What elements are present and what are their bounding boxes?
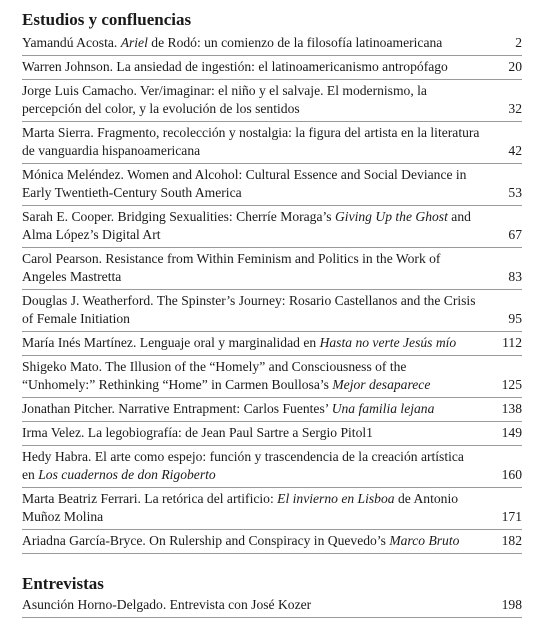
entry-list	[22, 594, 522, 618]
page-number: 138	[501, 401, 522, 416]
entry-title-italic: Giving Up the Ghost	[334, 209, 448, 224]
entry-text-part: Douglas J. Weatherford. The Spinster’s Journey: Rosario Castellanos and the Crisis of Female Initiation	[22, 293, 476, 326]
toc-entry	[22, 398, 522, 422]
toc-entry	[22, 356, 522, 398]
page-number: 32	[508, 101, 522, 116]
page-number: 83	[508, 269, 522, 284]
page-number: 160	[501, 467, 522, 482]
entry-title-italic: Mejor desaparece	[332, 377, 431, 392]
entry-text	[22, 400, 494, 418]
entry-text	[22, 358, 494, 394]
entry-list	[22, 32, 522, 554]
entry-title-italic: Los cuadernos de don Rigoberto	[38, 467, 216, 482]
section-title: Estudios y confluencias	[22, 10, 192, 29]
entry-text	[22, 166, 494, 202]
entry-text-part: Mónica Meléndez. Women and Alcohol: Cultural Essence and Social Deviance in Early Twentieth-Century South America	[22, 167, 467, 200]
entry-text	[22, 208, 494, 244]
entry-text	[22, 82, 494, 118]
entry-text	[22, 596, 494, 614]
page-number: 2	[515, 35, 522, 50]
entry-text-part: Asunción Horno-Delgado. Entrevista con José Kozer	[22, 597, 312, 612]
toc-entry	[22, 248, 522, 290]
page-number: 125	[501, 377, 522, 392]
toc-entry	[22, 422, 522, 446]
entry-text	[22, 448, 494, 484]
entry-title-italic: Marco Bruto	[389, 533, 460, 548]
toc-entry	[22, 164, 522, 206]
toc-entry	[22, 332, 522, 356]
entry-text-part: Irma Velez. La legobiografía: de Jean Paul Sartre a Sergio Pitol1	[22, 425, 373, 440]
toc-entry	[22, 594, 522, 618]
toc-entry	[22, 56, 522, 80]
entry-text	[22, 292, 494, 328]
entry-text	[22, 124, 494, 160]
entry-text-part: Hedy Habra. El arte como espejo: función y trascendencia de la creación artística en	[22, 449, 464, 482]
entry-text	[22, 58, 494, 76]
page-number: 95	[508, 311, 522, 326]
entry-text-part: Yamandú Acosta.	[22, 35, 121, 50]
entry-text-part: Carol Pearson. Resistance from Within Feminism and Politics in the Work of Angeles Mastretta	[22, 251, 441, 284]
page-number: 67	[508, 227, 522, 242]
toc-entry	[22, 80, 522, 122]
entry-text	[22, 532, 494, 550]
entry-text-part: Jonathan Pitcher. Narrative Entrapment: Carlos Fuentes’	[22, 401, 332, 416]
entry-text	[22, 490, 494, 526]
entry-title-italic: Ariel	[120, 35, 148, 50]
toc-entry	[22, 488, 522, 530]
entry-text-part: Jorge Luis Camacho. Ver/imaginar: el niño y el salvaje. El modernismo, la percepción del color, y la evolución de los sentidos	[22, 83, 427, 116]
entry-text-part: Sarah E. Cooper. Bridging Sexualities: Cherríe Moraga’s	[22, 209, 335, 224]
entry-text-part: de Rodó: un comienzo de la filosofía latinoamericana	[147, 35, 443, 50]
toc-entry	[22, 530, 522, 554]
page-number: 182	[501, 533, 522, 548]
section-entrevistas	[22, 574, 522, 618]
section-estudios	[22, 10, 522, 554]
entry-title-italic: Una familia lejana	[331, 401, 435, 416]
entry-title-italic: Hasta no verte Jesús mío	[319, 335, 457, 350]
page-number: 171	[501, 509, 522, 524]
entry-title-italic: El invierno en Lisboa	[277, 491, 395, 506]
page-number: 112	[502, 335, 522, 350]
entry-text-part: María Inés Martínez. Lenguaje oral y marginalidad en	[22, 335, 320, 350]
page-number: 53	[508, 185, 522, 200]
entry-text-part: Ariadna García-Bryce. On Rulership and Conspiracy in Quevedo’s	[22, 533, 390, 548]
page-number: 149	[501, 425, 522, 440]
entry-text	[22, 424, 494, 442]
entry-text	[22, 250, 494, 286]
entry-text-part: de Antonio Muñoz Molina	[22, 491, 459, 524]
toc-entry	[22, 32, 522, 56]
entry-text-part: Warren Johnson. La ansiedad de ingestión: el latinoamericanismo antropófago	[22, 59, 448, 74]
page-number: 20	[508, 59, 522, 74]
entry-text-part: and Alma López’s Digital Art	[22, 209, 471, 242]
entry-text	[22, 34, 494, 52]
toc-entry	[22, 206, 522, 248]
section-title: Entrevistas	[22, 574, 104, 593]
entry-text	[22, 334, 494, 352]
entry-text-part: Marta Beatriz Ferrari. La retórica del artificio:	[22, 491, 278, 506]
entry-text-part: Shigeko Mato. The Illusion of the “Homely” and Consciousness of the “Unhomely:” Rethinking “Home” in Carmen Boullosa’s	[22, 359, 407, 392]
page-number: 198	[501, 597, 522, 612]
toc-entry	[22, 122, 522, 164]
entry-text-part: Marta Sierra. Fragmento, recolección y nostalgia: la figura del artista en la literatura de vanguardia hispanoamericana	[22, 125, 480, 158]
toc-entry	[22, 290, 522, 332]
page-number: 42	[508, 143, 522, 158]
toc-entry	[22, 446, 522, 488]
